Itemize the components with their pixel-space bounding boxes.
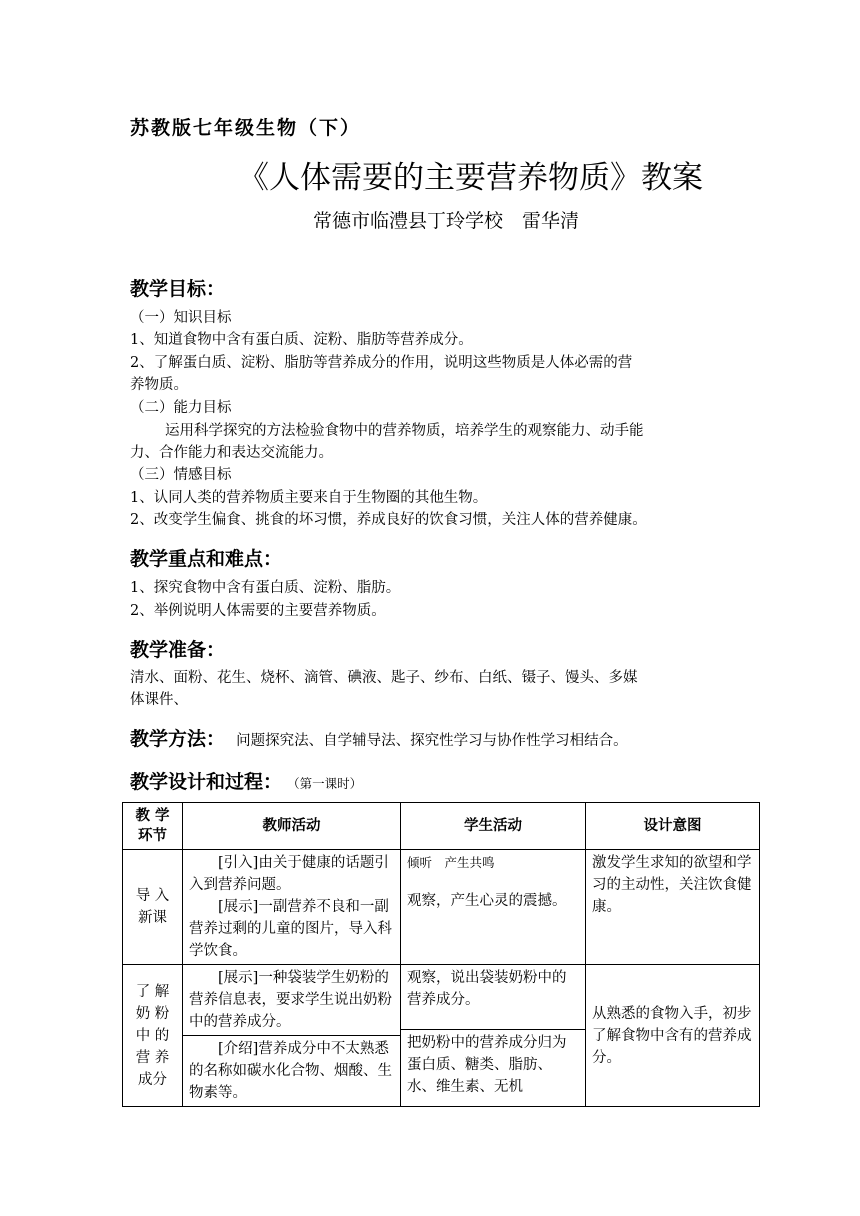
header-intent: 设计意图	[586, 803, 760, 850]
teacher-cell	[183, 965, 401, 1107]
design-note: （第一课时）	[287, 776, 363, 791]
student-activity-2: 观察，产生心灵的震撼。	[407, 893, 567, 909]
preparation-line-a: 清水、面粉、花生、烧杯、滴管、碘液、匙子、纱布、白纸、镊子、馒头、多媒	[130, 670, 638, 686]
design-intent: 从熟悉的食物入手，初步了解食物中含有的营养成分。	[592, 1005, 752, 1066]
header-stage: 教 学 环节	[123, 803, 183, 850]
lesson-plan-table	[122, 802, 760, 1107]
preparation-heading: 教学准备：	[130, 639, 226, 661]
author-line: 常德市临澧县丁玲学校 雷华清	[313, 210, 580, 232]
student-activity-1: 观察，说出袋装奶粉中的营养成分。	[407, 970, 567, 1008]
ability-text-a: 运用科学探究的方法检验食物中的营养物质，培养学生的观察能力、动手能	[165, 423, 644, 439]
teacher-activity-1: [引入]由关于健康的话题引入到营养问题。	[189, 855, 389, 893]
student-activity-1: 倾听 产生共鸣	[407, 855, 495, 870]
student-cell	[401, 965, 586, 1107]
design-block	[130, 767, 362, 794]
intent-cell	[586, 965, 760, 1107]
methods-block	[130, 724, 628, 751]
key-point-2: 2、举例说明人体需要的主要营养物质。	[130, 603, 386, 619]
teacher-activity-2: [介绍]营养成分中不太熟悉的名称如碳水化合物、烟酸、生物素等。	[189, 1041, 392, 1101]
objectives-heading: 教学目标：	[130, 278, 226, 300]
ability-text-b: 力、合作能力和表达交流能力。	[130, 445, 333, 461]
document-title: 《人体需要的主要营养物质》教案	[238, 160, 703, 196]
intent-cell	[586, 850, 760, 965]
knowledge-item-2b: 养物质。	[130, 377, 188, 393]
stage-cell: 导 入 新课	[123, 850, 183, 965]
emotion-label: （三）情感目标	[130, 467, 232, 483]
ability-label: （二）能力目标	[130, 400, 232, 416]
design-intent: 激发学生求知的欲望和学习的主动性，关注饮食健康。	[592, 855, 752, 915]
key-points-heading: 教学重点和难点：	[130, 548, 283, 570]
table-row	[123, 850, 760, 965]
design-heading: 教学设计和过程：	[130, 771, 283, 793]
knowledge-item-1: 1、知道食物中含有蛋白质、淀粉、脂肪等营养成分。	[130, 332, 473, 348]
student-cell	[401, 850, 586, 965]
subject-line: 苏教版七年级生物（下）	[130, 117, 362, 139]
student-activity-2: 把奶粉中的营养成分归为蛋白质、糖类、脂肪、水、维生素、无机	[401, 1029, 585, 1100]
methods-text: 问题探究法、自学辅导法、探究性学习与协作性学习相结合。	[236, 733, 628, 749]
knowledge-item-2a: 2、了解蛋白质、淀粉、脂肪等营养成分的作用，说明这些物质是人体必需的营	[130, 355, 633, 371]
header-student: 学生活动	[401, 803, 586, 850]
preparation-line-b: 体课件、	[130, 692, 188, 708]
stage-cell: 了 解 奶 粉 中 的 营 养 成分	[123, 965, 183, 1107]
methods-heading: 教学方法：	[130, 728, 226, 750]
table-row	[123, 965, 760, 1107]
table-header-row	[123, 803, 760, 850]
teacher-activity-2: [展示]一副营养不良和一副营养过剩的儿童的图片，导入科学饮食。	[189, 899, 392, 959]
key-point-1: 1、探究食物中含有蛋白质、淀粉、脂肪。	[130, 580, 401, 596]
emotion-item-1: 1、认同人类的营养物质主要来自于生物圈的其他生物。	[130, 490, 488, 506]
teacher-cell	[183, 850, 401, 965]
header-teacher: 教师活动	[183, 803, 401, 850]
teacher-activity-1: [展示]一种袋装学生奶粉的营养信息表，要求学生说出奶粉中的营养成分。	[189, 970, 392, 1030]
knowledge-label: （一）知识目标	[130, 310, 232, 326]
emotion-item-2: 2、改变学生偏食、挑食的坏习惯，养成良好的饮食习惯，关注人体的营养健康。	[130, 512, 647, 528]
